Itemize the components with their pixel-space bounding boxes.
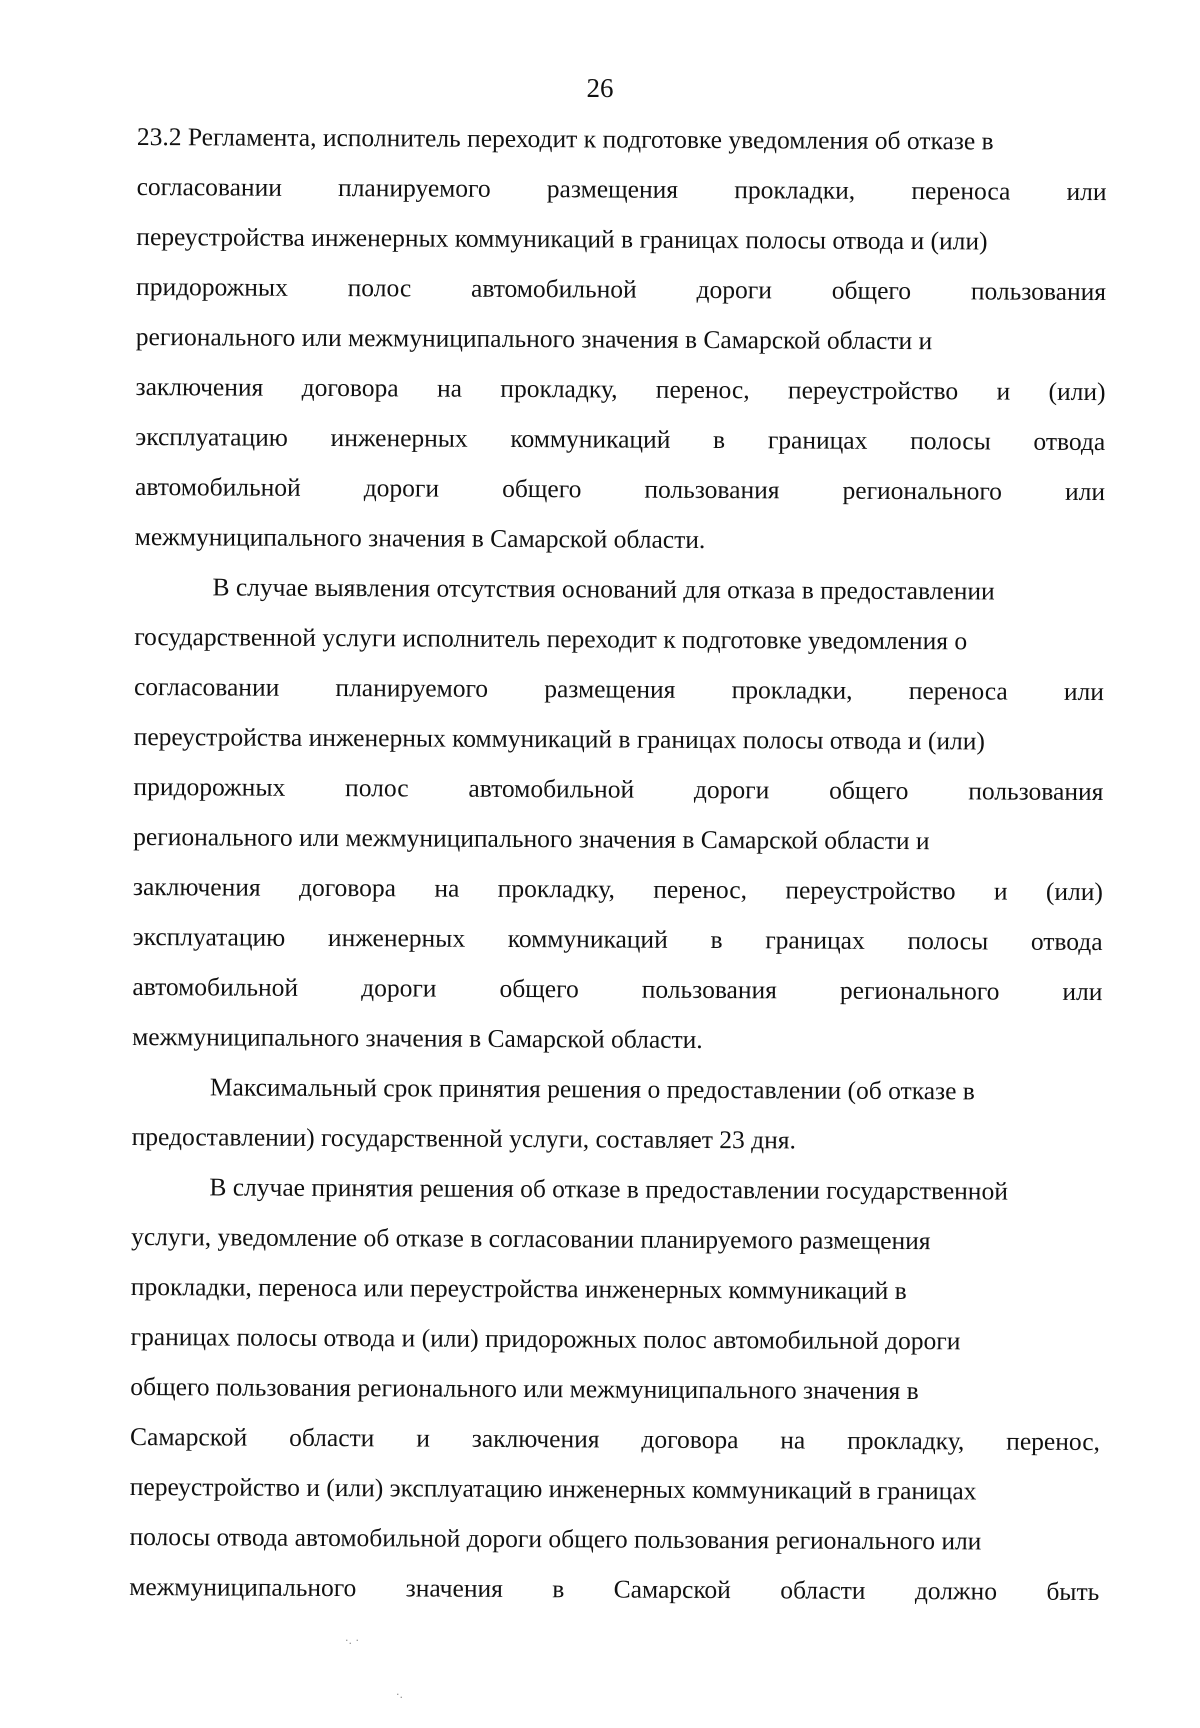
- text-line: [131, 1162, 1101, 1217]
- text-run: быть: [1046, 1576, 1100, 1607]
- text-run: коммуникаций: [510, 423, 671, 454]
- text-run: В случае выявления отсутствия оснований для отказа в предоставлении: [212, 572, 995, 606]
- text-run: заключения: [135, 371, 264, 402]
- document-body: [129, 112, 1107, 1617]
- text-run: на: [434, 873, 460, 903]
- text-run: на: [436, 373, 463, 403]
- text-run: Максимальный срок принятия решения о предоставлении (об отказе в: [209, 1072, 975, 1106]
- text-line: [133, 912, 1103, 967]
- text-run: договора: [641, 1424, 739, 1455]
- text-run: дороги: [696, 274, 773, 305]
- text-line: [136, 212, 1106, 267]
- text-run: переноса: [911, 176, 1011, 206]
- text-run: согласовании: [136, 171, 282, 202]
- text-run: отвода: [1033, 426, 1106, 457]
- text-run: инженерных: [327, 923, 466, 953]
- text-line: [135, 412, 1105, 467]
- text-line: [130, 1362, 1100, 1417]
- text-run: договора: [298, 872, 397, 903]
- text-line: [134, 712, 1104, 767]
- text-run: и: [416, 1423, 430, 1453]
- text-run: регионального: [842, 475, 1003, 506]
- text-run: на: [780, 1425, 806, 1455]
- text-run: перенос,: [655, 374, 750, 405]
- text-run: регионального или межмуниципального значения в Самарской области и: [133, 821, 930, 856]
- text-run: общего пользования регионального или межмуниципального значения в: [130, 1371, 919, 1406]
- text-run: прокладки,: [731, 675, 853, 705]
- text-line: [130, 1412, 1100, 1467]
- page-number: 26: [586, 73, 614, 103]
- text-run: полосы: [907, 926, 989, 956]
- text-run: коммуникаций: [507, 923, 668, 954]
- text-run: заключения: [132, 871, 261, 902]
- paragraph: [132, 1062, 1103, 1167]
- text-run: и: [993, 876, 1008, 906]
- text-line: [137, 112, 1107, 167]
- text-run: или: [1066, 176, 1107, 207]
- text-run: прокладку,: [500, 373, 618, 404]
- text-run: придорожных: [133, 771, 286, 802]
- text-run: переустройство и (или) эксплуатацию инженерных коммуникаций в границах: [129, 1471, 977, 1506]
- text-run: (или): [1045, 876, 1103, 907]
- text-run: переустройство: [785, 875, 956, 906]
- text-run: границах: [767, 425, 868, 455]
- text-run: эксплуатацию: [135, 421, 288, 452]
- text-run: В случае принятия решения об отказе в предоставлении государственной: [209, 1172, 1008, 1206]
- text-run: прокладку,: [497, 873, 615, 904]
- text-line: [136, 162, 1106, 217]
- text-run: полосы: [910, 426, 991, 456]
- text-run: общего: [502, 473, 582, 504]
- text-run: регионального: [839, 975, 1000, 1006]
- text-run: придорожных: [136, 271, 288, 302]
- text-run: границах: [765, 925, 865, 955]
- text-line: [132, 1112, 1102, 1167]
- text-run: в: [710, 925, 723, 955]
- scan-artifact: ·. ·: [345, 1634, 359, 1647]
- text-run: значения: [405, 1573, 503, 1603]
- text-run: и: [996, 376, 1011, 406]
- text-run: в: [713, 425, 726, 455]
- text-run: планируемого: [338, 173, 491, 203]
- scan-artifact: ·.: [396, 1688, 403, 1701]
- paragraph: [135, 112, 1107, 567]
- text-run: дороги: [693, 774, 770, 805]
- text-run: должно: [914, 1576, 998, 1606]
- text-run: или: [1062, 976, 1103, 1007]
- text-run: отвода: [1030, 926, 1103, 957]
- text-run: межмуниципального значения в Самарской области.: [134, 521, 706, 554]
- text-line: [132, 962, 1102, 1017]
- text-line: [135, 512, 1105, 567]
- text-line: [134, 612, 1104, 667]
- text-run: дороги: [361, 973, 437, 1003]
- text-line: [134, 662, 1104, 717]
- text-line: [133, 762, 1103, 817]
- text-run: (или): [1048, 376, 1106, 407]
- text-run: автомобильной: [132, 971, 299, 1002]
- text-run: или: [1064, 476, 1106, 507]
- text-run: согласовании: [133, 671, 280, 702]
- text-run: общего: [829, 775, 909, 806]
- text-run: области: [780, 1575, 866, 1605]
- text-run: договора: [301, 372, 399, 403]
- text-run: пользования: [641, 974, 777, 1005]
- text-run: регионального или межмуниципального значения в Самарской области и: [135, 321, 933, 356]
- paragraph: [129, 1162, 1101, 1617]
- text-run: перенос,: [653, 874, 748, 905]
- text-line: [130, 1462, 1100, 1517]
- text-run: прокладку,: [847, 1425, 965, 1456]
- text-line: [136, 312, 1106, 367]
- text-run: автомобильной: [470, 273, 637, 304]
- text-run: Самарской: [129, 1421, 248, 1452]
- text-line: [132, 1062, 1102, 1117]
- text-run: общего: [831, 275, 912, 306]
- text-run: перенос,: [1006, 1426, 1101, 1457]
- text-line: [135, 362, 1105, 417]
- text-run: прокладки, переноса или переустройства инженерных коммуникаций в: [130, 1271, 907, 1306]
- text-run: полос: [345, 773, 409, 803]
- text-run: Самарской: [613, 1574, 731, 1605]
- text-run: межмуниципального: [129, 1571, 357, 1603]
- text-line: [136, 262, 1106, 317]
- text-run: полос: [347, 273, 412, 303]
- text-run: государственной услуги исполнитель переходит к подготовке уведомления о: [134, 621, 968, 656]
- text-line: [131, 1212, 1101, 1267]
- text-run: автомобильной: [468, 773, 635, 804]
- text-run: границах полосы отвода и (или) придорожных полос автомобильной дороги: [130, 1321, 961, 1356]
- text-line: [129, 1562, 1099, 1617]
- text-run: переустройство: [787, 375, 959, 406]
- text-run: эксплуатацию: [132, 921, 286, 952]
- text-line: [135, 462, 1105, 517]
- text-line: [134, 562, 1104, 617]
- text-run: общего: [499, 973, 579, 1004]
- text-run: автомобильной: [134, 471, 301, 502]
- text-run: размещения: [546, 174, 679, 204]
- text-run: в: [552, 1574, 565, 1604]
- text-line: [133, 812, 1103, 867]
- text-line: [133, 862, 1103, 917]
- text-run: заключения: [471, 1423, 600, 1454]
- text-run: области: [289, 1422, 375, 1453]
- text-line: [131, 1262, 1101, 1317]
- text-run: пользования: [970, 276, 1107, 307]
- text-run: переноса: [908, 676, 1008, 706]
- text-run: полосы отвода автомобильной дороги общего пользования регионального или: [129, 1521, 982, 1556]
- text-run: или: [1063, 676, 1105, 707]
- text-run: пользования: [644, 474, 780, 505]
- text-run: предоставлении) государственной услуги, составляет 23 дня.: [131, 1121, 796, 1155]
- text-run: межмуниципального значения в Самарской области.: [132, 1021, 703, 1054]
- text-run: планируемого: [335, 673, 489, 703]
- text-run: прокладки,: [734, 175, 856, 205]
- text-run: переустройства инженерных коммуникаций в границах полосы отвода и (или): [136, 221, 988, 256]
- text-line: [132, 1012, 1102, 1067]
- text-line: [129, 1512, 1099, 1567]
- text-run: переустройства инженерных коммуникаций в границах полосы отвода и (или): [133, 721, 985, 756]
- text-run: инженерных: [330, 423, 468, 453]
- text-run: дороги: [363, 473, 440, 503]
- text-run: пользования: [968, 776, 1104, 807]
- text-run: услуги, уведомление об отказе в согласовании планируемого размещения: [131, 1221, 931, 1256]
- text-line: [130, 1312, 1100, 1367]
- text-run: размещения: [544, 674, 676, 704]
- text-run: 23.2 Регламента, исполнитель переходит к подготовке уведомления об отказе в: [136, 121, 994, 156]
- paragraph: [132, 562, 1105, 1067]
